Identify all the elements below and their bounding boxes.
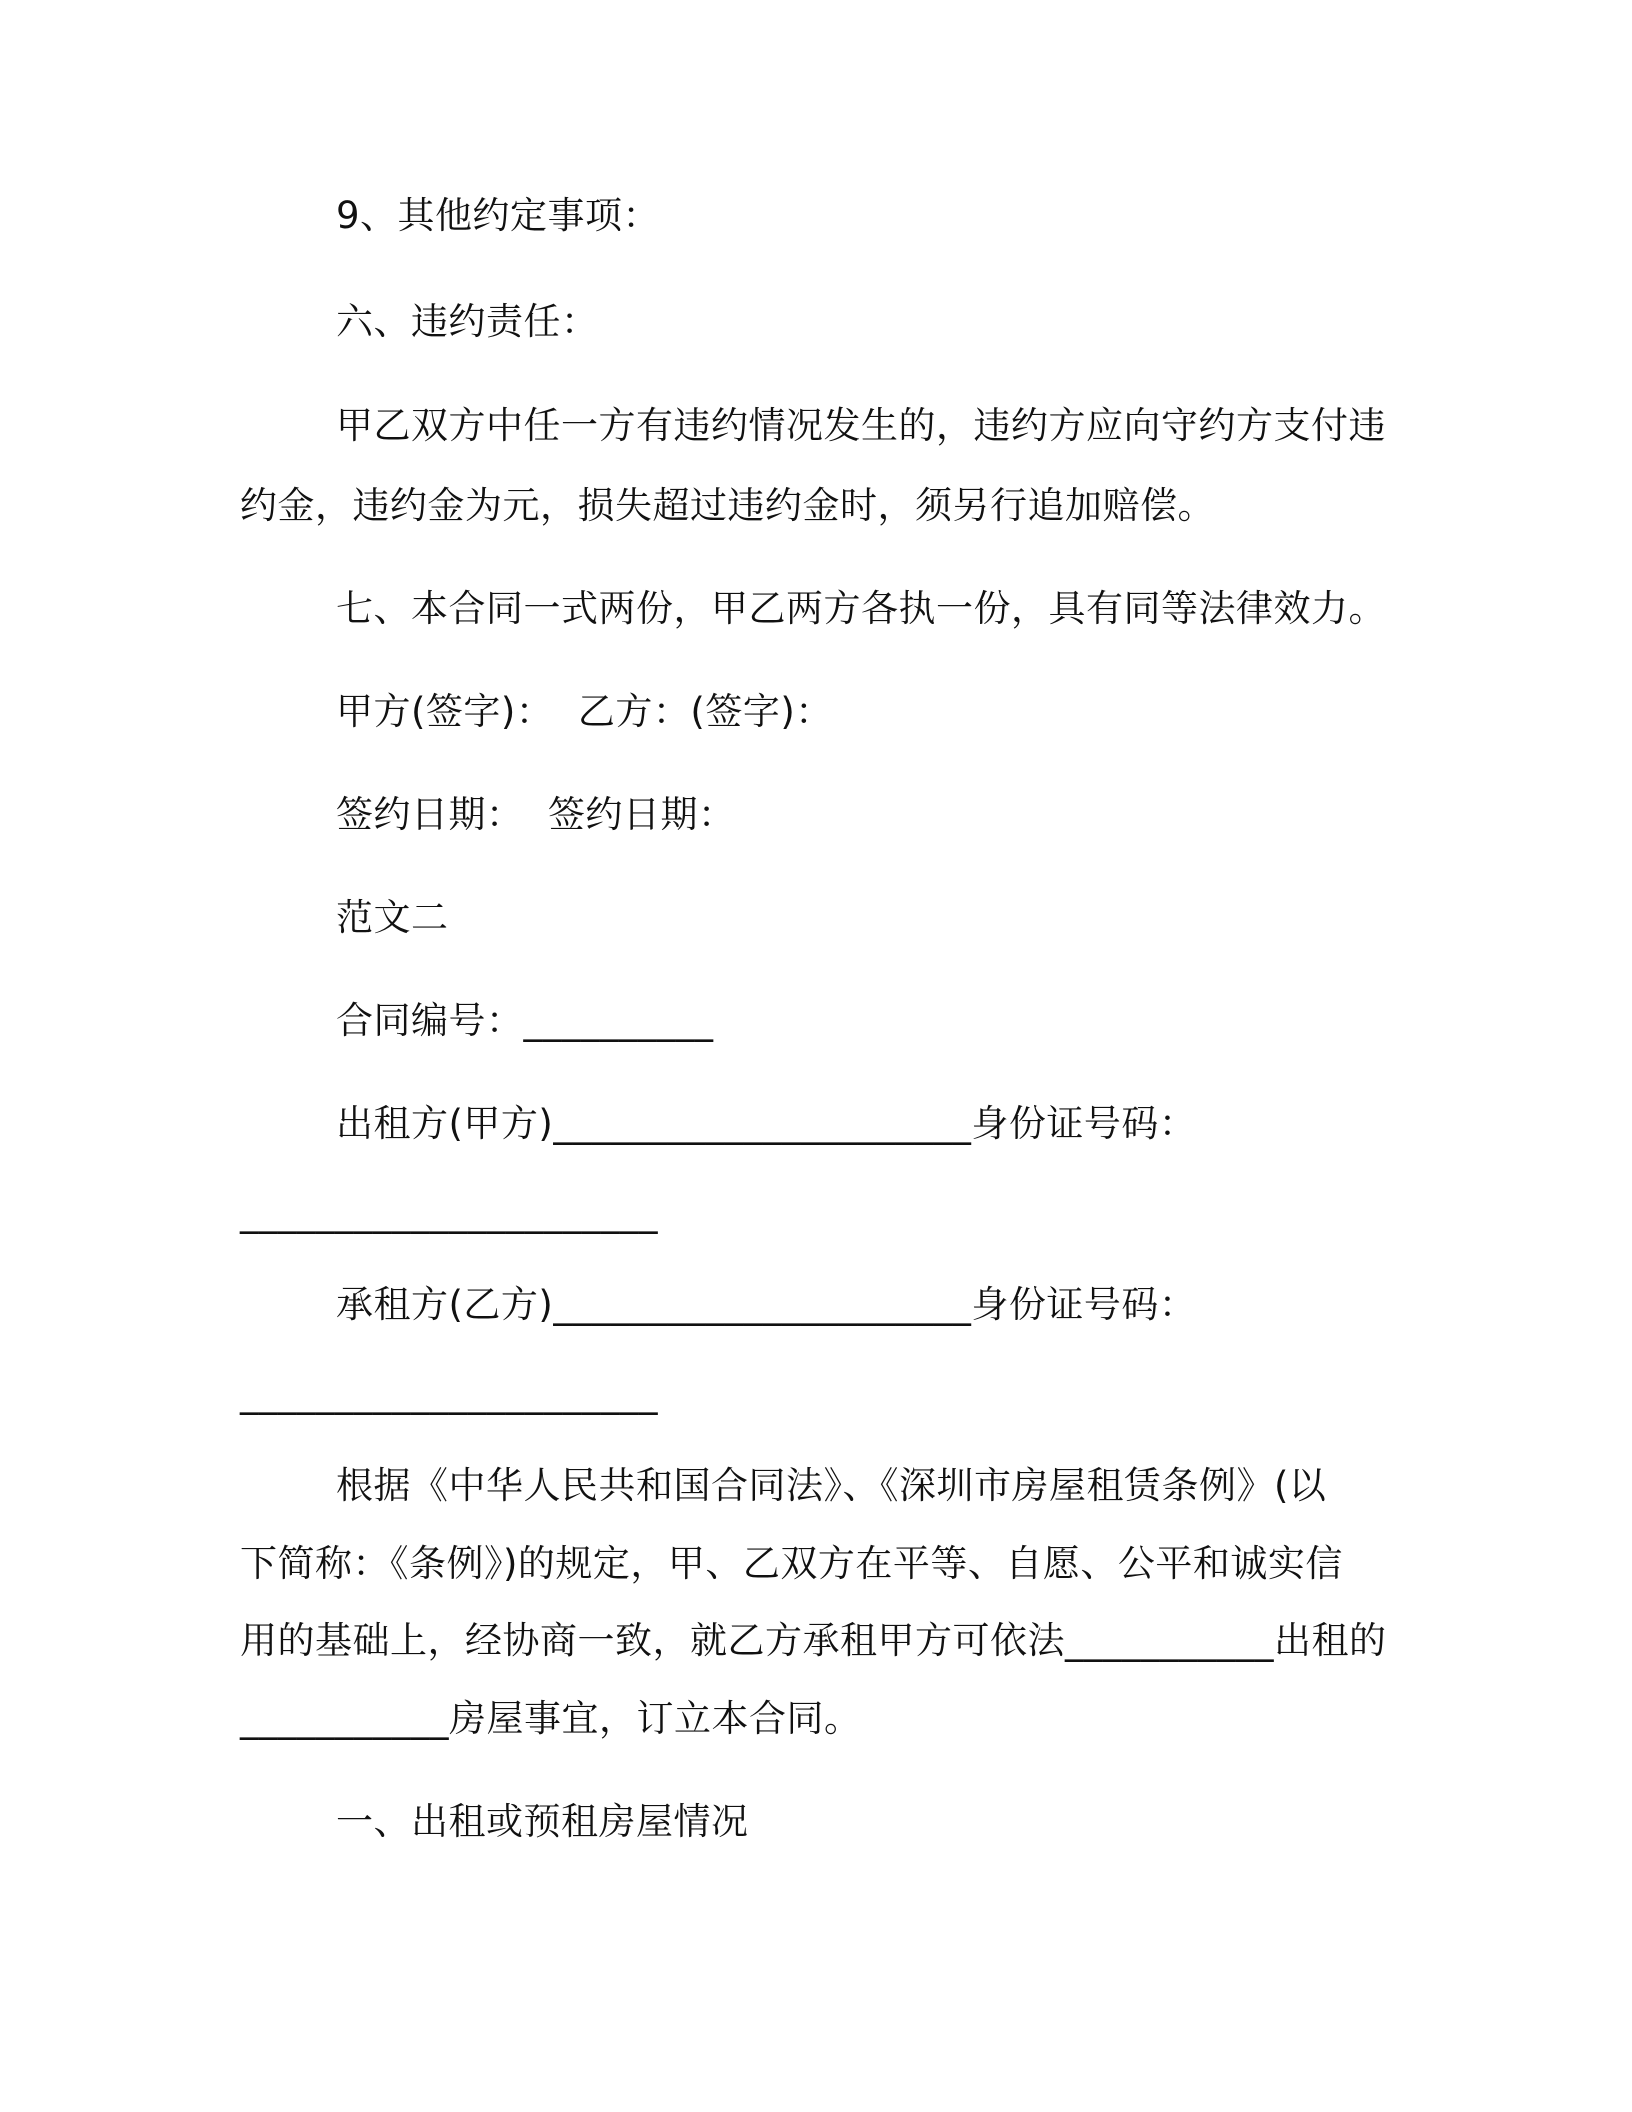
lessor-id-blank: ______________________ xyxy=(240,1191,658,1234)
preamble-line-2: 下简称：《条例》)的规定，甲、乙双方在平等、自愿、公平和诚实信 xyxy=(240,1542,1343,1585)
breach-paragraph-line-1: 甲乙双方中任一方有违约情况发生的，违约方应向守约方支付违 xyxy=(336,404,1386,447)
signature-line: 甲方(签字)： 乙方：(签字)： xyxy=(336,690,833,733)
section-1-heading: 一、出租或预租房屋情况 xyxy=(336,1800,749,1843)
lessee-id-blank: ______________________ xyxy=(240,1372,658,1415)
breach-paragraph-line-2: 约金，违约金为元，损失超过违约金时，须另行追加赔偿。 xyxy=(240,484,1215,527)
clause-9-heading: 9、其他约定事项： xyxy=(336,194,661,237)
preamble-line-1: 根据《中华人民共和国合同法》、《深圳市房屋租赁条例》(以 xyxy=(336,1464,1327,1507)
section-7-paragraph: 七、本合同一式两份，甲乙两方各执一份，具有同等法律效力。 xyxy=(336,587,1386,630)
section-6-heading: 六、违约责任： xyxy=(336,300,599,343)
lessee-line: 承租方(乙方)______________________身份证号码： xyxy=(336,1283,1197,1326)
lessor-line: 出租方(甲方)______________________身份证号码： xyxy=(336,1102,1197,1145)
signing-date-line: 签约日期： 签约日期： xyxy=(336,793,736,836)
contract-number-line: 合同编号：__________ xyxy=(336,999,714,1042)
sample-two-heading: 范文二 xyxy=(336,896,449,939)
preamble-line-4: ___________房屋事宜，订立本合同。 xyxy=(240,1697,862,1740)
preamble-line-3: 用的基础上，经协商一致，就乙方承租甲方可依法___________出租的 xyxy=(240,1619,1387,1662)
